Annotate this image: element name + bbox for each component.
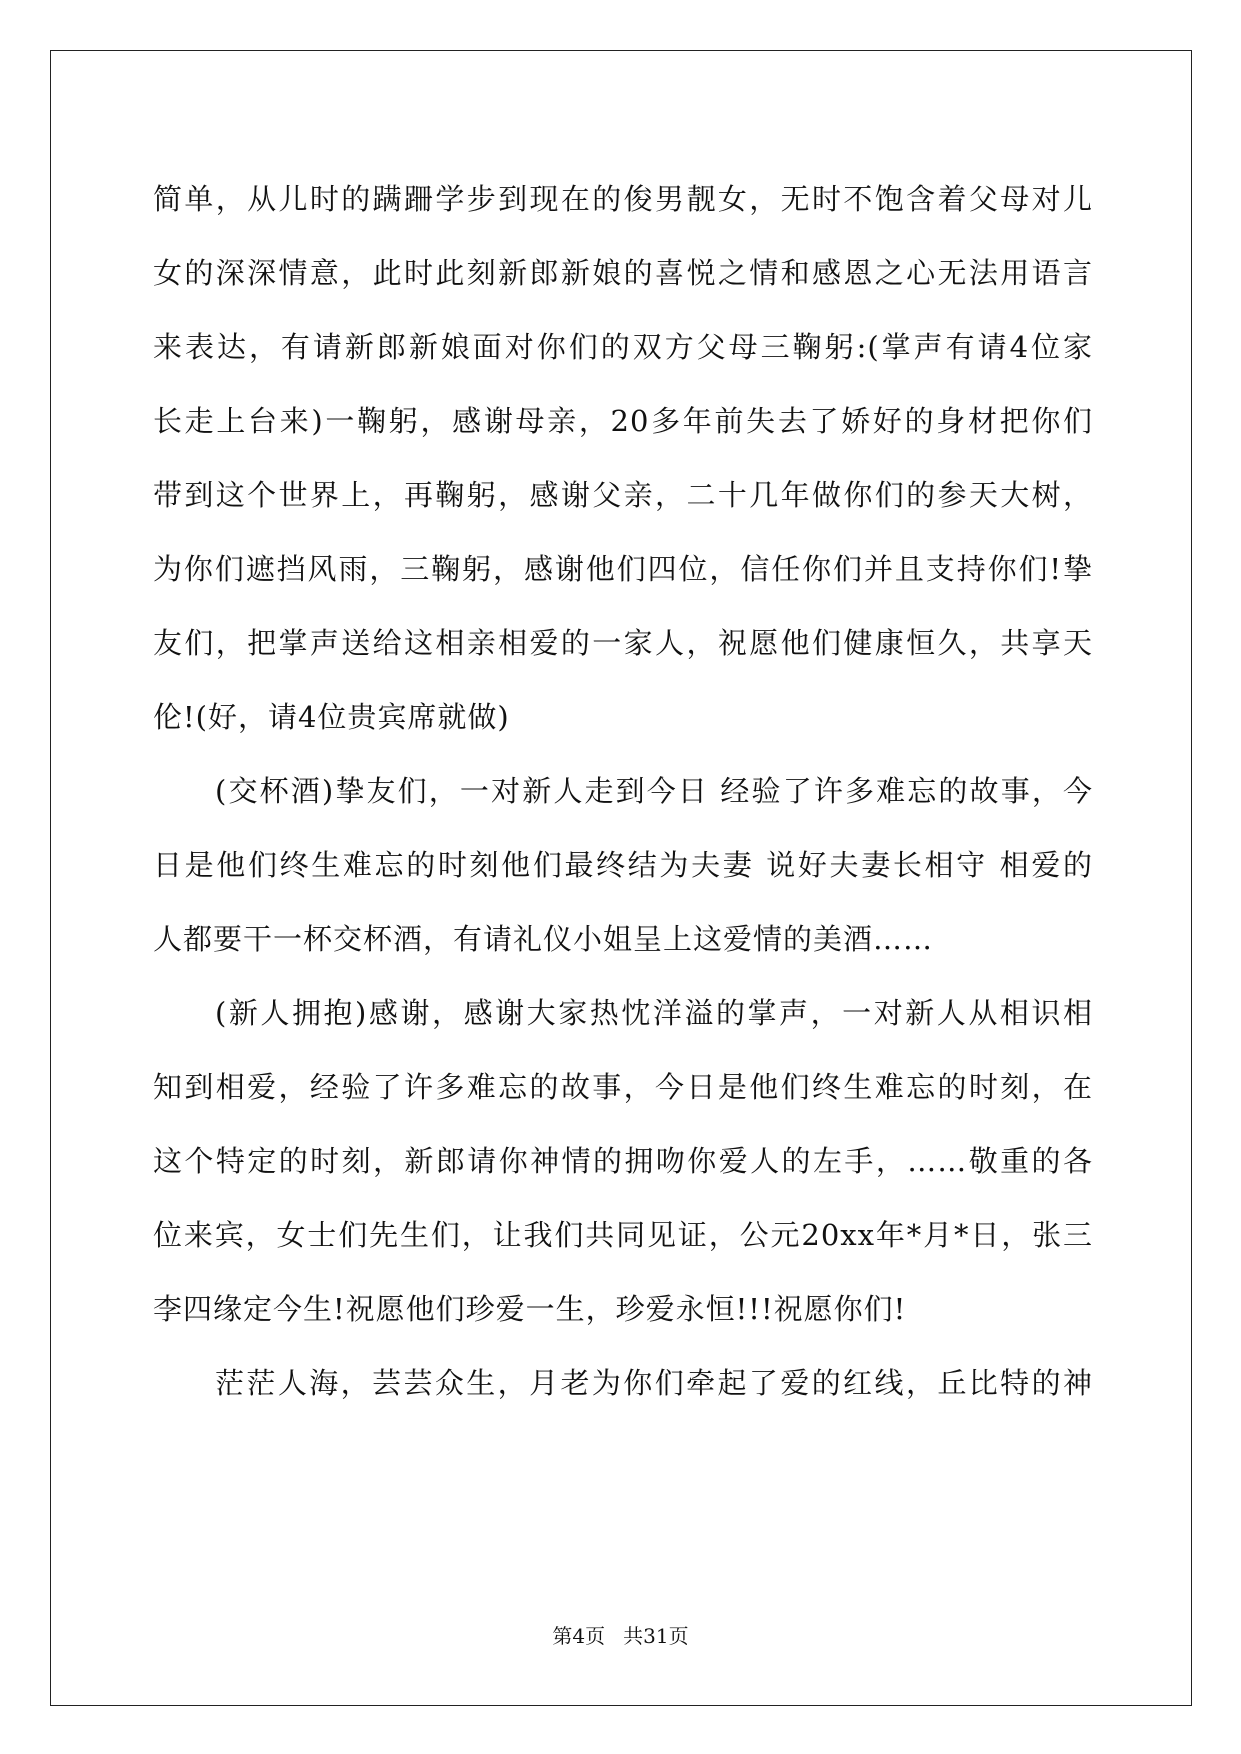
page-number: 第4页 <box>552 1624 606 1648</box>
text-line: 来表达，有请新郎新娘面对你们的双方父母三鞠躬:(掌声有请4位家 <box>153 330 1093 364</box>
text-line: 伦!(好，请4位贵宾席就做) <box>153 700 510 734</box>
text-line: 日是他们终生难忘的时刻他们最终结为夫妻 说好夫妻长相守 相爱的 <box>153 848 1093 882</box>
text-line: 李四缘定今生!祝愿他们珍爱一生，珍爱永恒!!!祝愿你们! <box>153 1292 907 1326</box>
paragraph-2 <box>153 754 1093 976</box>
page-footer <box>0 1620 1241 1649</box>
text-line: 这个特定的时刻，新郎请你神情的拥吻你爱人的左手，……敬重的各 <box>153 1144 1093 1178</box>
text-line: 友们，把掌声送给这相亲相爱的一家人，祝愿他们健康恒久，共享天 <box>153 626 1093 660</box>
text-line: 带到这个世界上，再鞠躬，感谢父亲，二十几年做你们的参天大树， <box>153 478 1093 512</box>
text-line: 为你们遮挡风雨，三鞠躬，感谢他们四位，信任你们并且支持你们!挚 <box>153 552 1093 586</box>
text-line: 女的深深情意，此时此刻新郎新娘的喜悦之情和感恩之心无法用语言 <box>153 256 1093 290</box>
paragraph-3 <box>153 976 1093 1346</box>
text-line: 知到相爱，经验了许多难忘的故事，今日是他们终生难忘的时刻，在 <box>153 1070 1093 1104</box>
paragraph-4 <box>153 1346 1093 1420</box>
document-body <box>153 162 1093 1420</box>
text-line: (交杯酒)挚友们，一对新人走到今日 经验了许多难忘的故事，今 <box>215 774 1093 808</box>
text-line: 人都要干一杯交杯酒，有请礼仪小姐呈上这爱情的美酒…… <box>153 922 934 956</box>
text-line: 长走上台来)一鞠躬，感谢母亲，20多年前失去了娇好的身材把你们 <box>153 404 1093 438</box>
page-total: 共31页 <box>623 1624 689 1648</box>
text-line: 位来宾，女士们先生们，让我们共同见证，公元20xx年*月*日，张三 <box>153 1218 1093 1252</box>
paragraph-1 <box>153 162 1093 754</box>
text-line: 茫茫人海，芸芸众生，月老为你们牵起了爱的红线，丘比特的神 <box>215 1366 1093 1400</box>
text-line: (新人拥抱)感谢，感谢大家热忱洋溢的掌声，一对新人从相识相 <box>215 996 1093 1030</box>
text-line: 简单，从儿时的蹒跚学步到现在的俊男靓女，无时不饱含着父母对儿 <box>153 182 1093 216</box>
